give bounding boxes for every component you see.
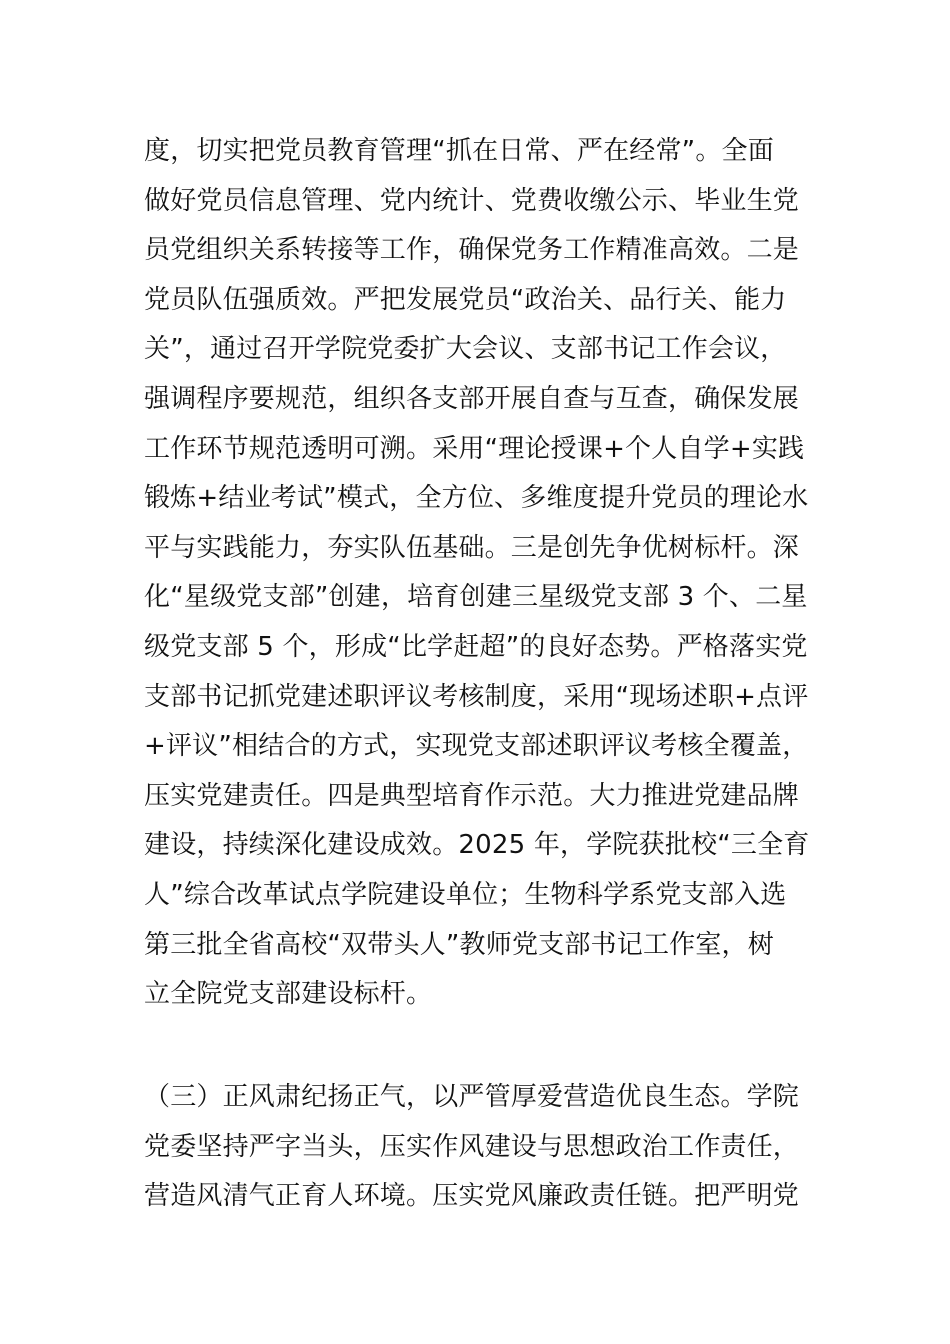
paragraph-party-member-management (144, 127, 814, 1020)
text-line: 员党组织关系转接等工作，确保党务工作精准高效。二是 (144, 235, 800, 266)
text-line: 化“星级党支部”创建，培育创建三星级党支部 3 个、二星 (144, 582, 808, 613)
text-line: 做好党员信息管理、党内统计、党费收缴公示、毕业生党 (144, 185, 800, 216)
text-line: 营造风清气正育人环境。压实党风廉政责任链。把严明党 (144, 1181, 800, 1212)
text-line: 级党支部 5 个，形成“比学赶超”的良好态势。严格落实党 (144, 631, 808, 662)
text-line: 关”，通过召开学院党委扩大会议、支部书记工作会议， (144, 334, 787, 365)
text-line: 建设，持续深化建设成效。2025 年，学院获批校“三全育 (144, 830, 810, 861)
text-line: 党员队伍强质效。严把发展党员“政治关、品行关、能力 (144, 284, 787, 315)
text-line: 强调程序要规范，组织各支部开展自查与互查，确保发展 (144, 383, 800, 414)
text-line: +评议”相结合的方式，实现党支部述职评议考核全覆盖， (144, 731, 809, 762)
text-line: 党委坚持严字当头，压实作风建设与思想政治工作责任， (144, 1131, 800, 1162)
text-line: 第三批全省高校“双带头人”教师党支部书记工作室，树 (144, 929, 774, 960)
text-line: 工作环节规范透明可溯。采用“理论授课+个人自学+实践 (144, 433, 805, 464)
paragraph-section-three (144, 1073, 814, 1222)
text-line: 立全院党支部建设标杆。 (144, 979, 433, 1010)
text-line: 压实党建责任。四是典型培育作示范。大力推进党建品牌 (144, 780, 800, 811)
text-line: 人”综合改革试点学院建设单位；生物科学系党支部入选 (144, 879, 787, 910)
text-line: 平与实践能力，夯实队伍基础。三是创先争优树标杆。深 (144, 532, 800, 563)
text-line: 锻炼+结业考试”模式，全方位、多维度提升党员的理论水 (144, 483, 809, 514)
text-line: 支部书记抓党建述职评议考核制度，采用“现场述职+点评 (144, 681, 809, 712)
section-heading-line: （三）正风肃纪扬正气，以严管厚爱营造优良生态。学院 (144, 1082, 800, 1112)
text-line: 度，切实把党员教育管理“抓在日常、严在经常”。全面 (144, 136, 774, 166)
